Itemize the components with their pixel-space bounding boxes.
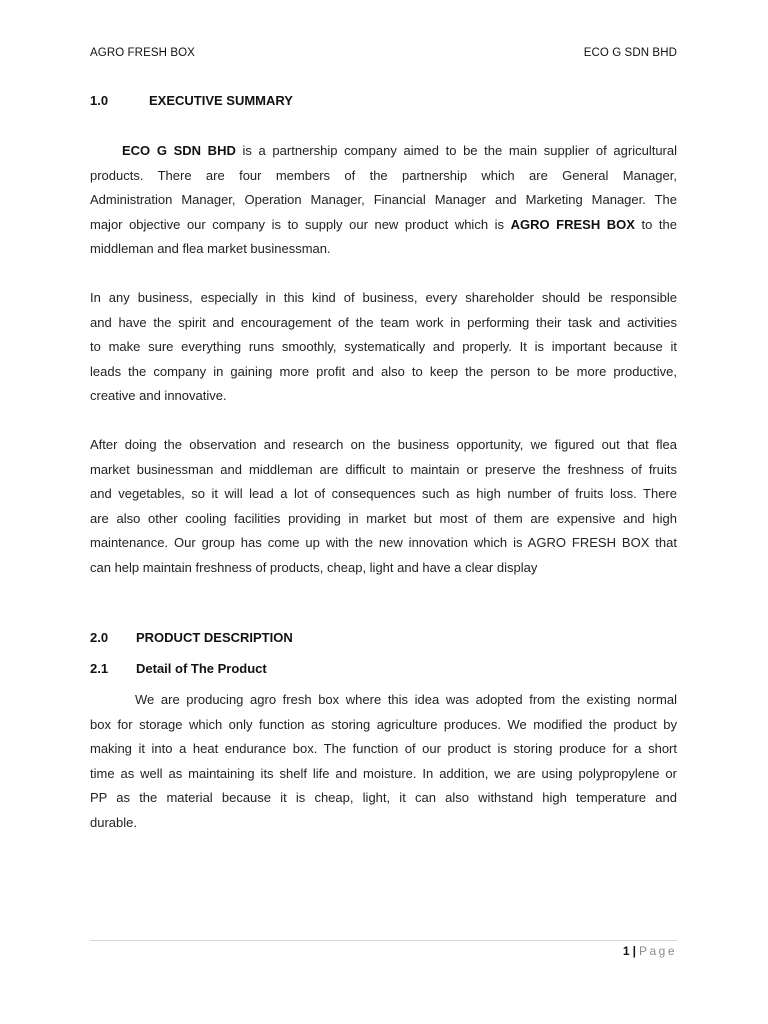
section-title: EXECUTIVE SUMMARY — [149, 93, 293, 108]
bold-product-name: AGRO FRESH BOX — [510, 216, 635, 232]
paragraph-line: can help maintain freshness of products, cheap, light and have a clear display — [90, 559, 538, 575]
paragraph-intro — [90, 139, 677, 262]
header-left-title: AGRO FRESH BOX — [90, 47, 195, 59]
paragraph-line: maintenance. Our group has come up with the new innovation which is AGRO FRESH BOX that — [90, 535, 677, 550]
paragraph-line: time as well as maintaining its shelf life and moisture. In addition, we are using polypropylene or — [90, 765, 677, 781]
paragraph-line: After doing the observation and research on the business opportunity, we figured out that flea — [90, 437, 677, 452]
paragraph-opportunity — [90, 433, 677, 580]
section-number: 1.0 — [90, 93, 109, 108]
paragraph-line: durable. — [90, 814, 137, 830]
page-label: Page — [638, 944, 677, 958]
paragraph-line: creative and innovative. — [90, 388, 227, 403]
section-title: PRODUCT DESCRIPTION — [136, 630, 293, 645]
paragraph-line: to make sure everything runs smoothly, systematically and properly. It is important because it — [90, 339, 677, 354]
page-number: 1 — [622, 944, 630, 958]
paragraph-product-detail — [90, 688, 677, 835]
paragraph-line: PP as the material because it is cheap, light, it can also withstand high temperature and — [90, 790, 677, 805]
paragraph-line: are also other cooling facilities providing in market but most of them are expensive and high — [90, 510, 677, 526]
paragraph-line: and vegetables, so it will lead a lot of consequences such as high number of fruits loss. There — [90, 486, 677, 501]
paragraph-line: leads the company in gaining more profit and also to keep the person to be more productive, — [90, 363, 677, 379]
page-footer — [623, 944, 677, 958]
section-heading-executive-summary — [90, 93, 293, 108]
paragraph-line: making it into a heat endurance box. The function of our product is storing produce for a short — [90, 741, 677, 756]
paragraph-line — [90, 213, 677, 238]
subsection-number: 2.1 — [90, 661, 109, 676]
footer-divider — [90, 940, 677, 941]
paragraph-line: Administration Manager, Operation Manager, Financial Manager and Marketing Manager. The — [90, 192, 677, 207]
paragraph-line: In any business, especially in this kind of business, every shareholder should be responsible — [90, 290, 677, 305]
paragraph-line: market businessman and middleman are difficult to maintain or preserve the freshness of fruits — [90, 461, 677, 477]
page-header — [90, 47, 677, 63]
paragraph-line: products. There are four members of the partnership which are General Manager, — [90, 167, 677, 183]
text-run: to the — [634, 216, 677, 232]
bold-company-name: ECO G SDN BHD — [122, 143, 236, 158]
text-run: major objective our company is to supply our new product which is — [90, 216, 511, 232]
paragraph-line: and have the spirit and encouragement of the team work in performing their task and activities — [90, 314, 677, 330]
footer-separator: | — [632, 944, 636, 958]
subsection-heading-detail — [90, 661, 267, 676]
paragraph-teamwork — [90, 286, 677, 409]
paragraph-line: middleman and flea market businessman. — [90, 241, 331, 256]
header-right-company: ECO G SDN BHD — [583, 47, 677, 59]
subsection-title: Detail of The Product — [136, 661, 267, 676]
paragraph-line: We are producing agro fresh box where this idea was adopted from the existing normal — [135, 692, 677, 707]
paragraph-line — [90, 139, 677, 164]
text-run: is a partnership company aimed to be the main supplier of agricultural — [235, 143, 677, 158]
section-heading-product-description — [90, 630, 293, 645]
section-number: 2.0 — [90, 630, 109, 645]
paragraph-line: box for storage which only function as storing agriculture produces. We modified the product by — [90, 716, 677, 732]
